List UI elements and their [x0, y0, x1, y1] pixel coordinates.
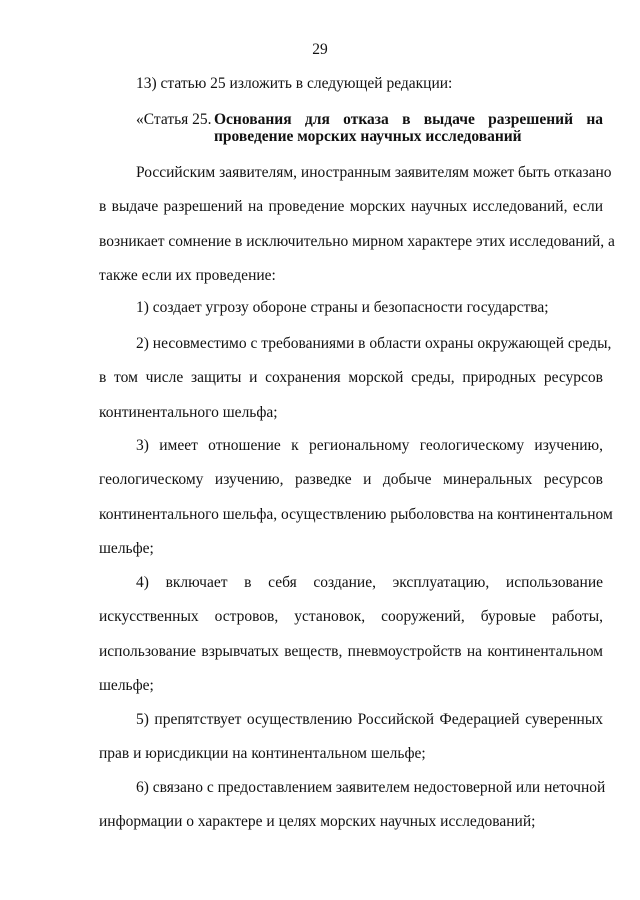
paragraph-line: также если их проведение: — [99, 267, 276, 284]
list-item-line: шельфе; — [99, 677, 154, 694]
list-item-line: использование взрывчатых веществ, пневмоустройств на континентальном — [99, 643, 603, 660]
list-item-line: информации о характере и целях морских научных исследований; — [99, 813, 536, 830]
article-title-line-1: Основания для отказа в выдаче разрешений на — [214, 111, 603, 128]
list-item-line: 3) имеет отношение к региональному геологическому изучению, — [136, 437, 603, 454]
amendment-intro: 13) статью 25 изложить в следующей редакции: — [136, 75, 453, 92]
paragraph-line: Российским заявителям, иностранным заявителям может быть отказано — [136, 164, 612, 181]
list-item-line: искусственных островов, установок, сооружений, буровые работы, — [99, 608, 603, 625]
list-item-line: геологическому изучению, разведке и добыче минеральных ресурсов — [99, 471, 603, 488]
list-item-line: континентального шельфа; — [99, 404, 278, 421]
list-item-line: в том числе защиты и сохранения морской среды, природных ресурсов — [99, 369, 603, 386]
paragraph-line: возникает сомнение в исключительно мирном характере этих исследований, а — [99, 233, 615, 250]
paragraph-line: в выдаче разрешений на проведение морских научных исследований, если — [99, 198, 603, 215]
article-prefix: «Статья 25. — [136, 111, 212, 128]
page-number: 29 — [312, 41, 328, 58]
list-item-line: 1) создает угрозу обороне страны и безопасности государства; — [136, 299, 549, 316]
list-item-line: континентального шельфа, осуществлению рыболовства на континентальном — [99, 506, 613, 523]
list-item-line: шельфе; — [99, 540, 154, 557]
list-item-line: 5) препятствует осуществлению Российской Федерацией суверенных — [136, 711, 603, 728]
list-item-line: 4) включает в себя создание, эксплуатацию, использование — [136, 574, 603, 591]
list-item-line: 2) несовместимо с требованиями в области охраны окружающей среды, — [136, 335, 612, 352]
list-item-line: прав и юрисдикции на континентальном шельфе; — [99, 745, 426, 762]
article-title-line-2: проведение морских научных исследований — [214, 128, 522, 145]
list-item-line: 6) связано с предоставлением заявителем недостоверной или неточной — [136, 779, 606, 796]
